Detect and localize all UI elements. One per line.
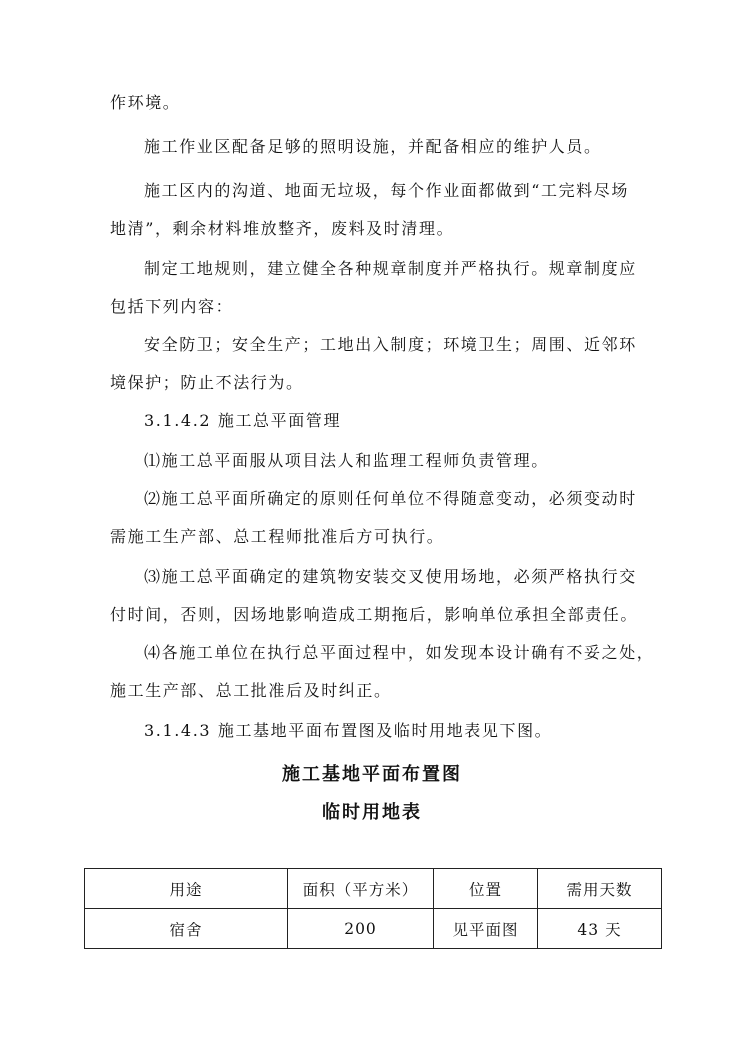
- text-line: ⑷各施工单位在执行总平面过程中，如发现本设计确有不妥之处，: [144, 643, 655, 662]
- cell-days: 43 天: [538, 909, 662, 949]
- paragraph-item-3: [110, 558, 640, 634]
- text-line: 施工区内的沟道、地面无垃圾，每个作业面都做到“工完料尽场: [144, 181, 629, 200]
- text-line: 安全防卫；安全生产；工地出入制度；环境卫生；周围、近邻环: [144, 335, 637, 354]
- header-cell-location: 位置: [433, 869, 537, 909]
- paragraph-site-cleanliness: [110, 172, 640, 248]
- cell-area: 200: [288, 909, 434, 949]
- text-line: 施工作业区配备足够的照明设施，并配备相应的维护人员。: [144, 137, 602, 156]
- table-title-temporary-land: 临时用地表: [322, 802, 422, 823]
- text-line: 地清”，剩余材料堆放整齐，废料及时清理。: [110, 219, 455, 238]
- section-heading-3-1-4-3: [110, 712, 674, 750]
- header-cell-days: 需用天数: [538, 869, 662, 909]
- temporary-land-table: [84, 868, 662, 949]
- header-cell-area: 面积（平方米）: [288, 869, 434, 909]
- paragraph-item-2: [110, 480, 640, 556]
- table-row: [85, 909, 662, 949]
- text-line: 制定工地规则，建立健全各种规章制度并严格执行。规章制度应: [144, 259, 637, 278]
- text-line: 需施工生产部、总工程师批准后方可执行。: [110, 527, 445, 546]
- cell-location: 见平面图: [433, 909, 537, 949]
- text-line: 施工生产部、总工批准后及时纠正。: [110, 681, 392, 700]
- text-line: ⑶施工总平面确定的建筑物安装交叉使用场地，必须严格执行交: [144, 567, 637, 586]
- text-line: 3.1.4.2 施工总平面管理: [144, 411, 342, 430]
- text-line: 作环境。: [110, 93, 181, 112]
- text-line: ⑵施工总平面所确定的原则任何单位不得随意变动，必须变动时: [144, 489, 637, 508]
- section-heading-3-1-4-2: [110, 402, 674, 440]
- header-cell-usage: 用途: [85, 869, 288, 909]
- paragraph-item-4: [110, 634, 655, 710]
- paragraph-item-1: [110, 442, 674, 480]
- table-header-row: [85, 869, 662, 909]
- text-line: 3.1.4.3 施工基地平面布置图及临时用地表见下图。: [144, 721, 553, 740]
- text-line: 境保护；防止不法行为。: [110, 373, 304, 392]
- cell-usage: 宿舍: [85, 909, 288, 949]
- paragraph-lighting: [110, 128, 674, 166]
- text-line: 付时间，否则，因场地影响造成工期拖后，影响单位承担全部责任。: [110, 605, 639, 624]
- paragraph-site-rules: [110, 250, 640, 326]
- text-line: ⑴施工总平面服从项目法人和监理工程师负责管理。: [144, 451, 549, 470]
- figure-title-site-layout: 施工基地平面布置图: [282, 764, 462, 785]
- paragraph-work-environment: [110, 84, 640, 122]
- text-line: 包括下列内容：: [110, 297, 234, 316]
- paragraph-rule-contents: [110, 326, 640, 402]
